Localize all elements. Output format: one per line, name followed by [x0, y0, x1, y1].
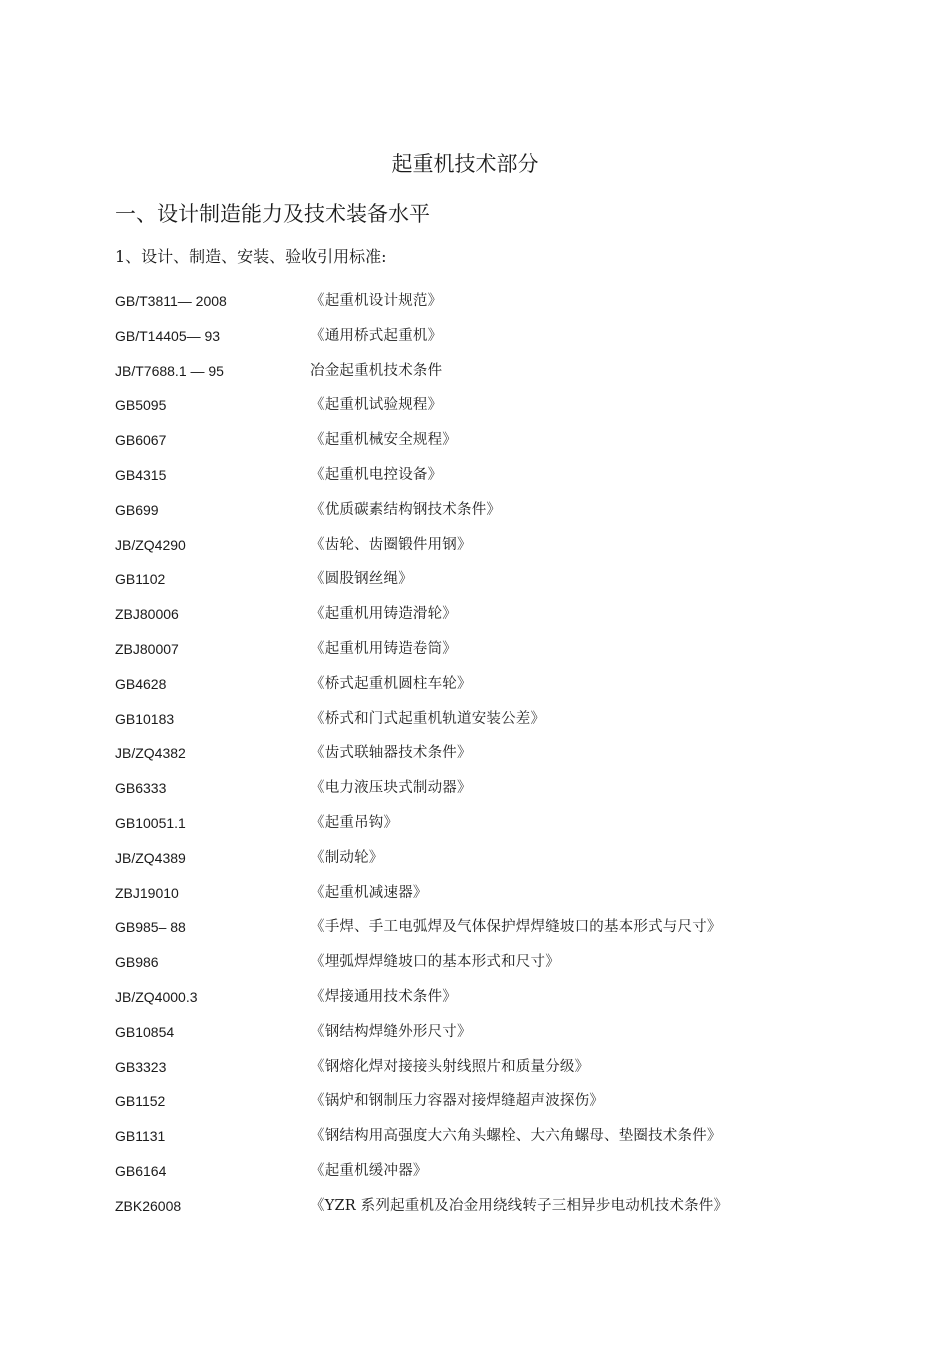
- standard-code: GB985– 88: [115, 919, 186, 936]
- standard-code: GB6067: [115, 432, 167, 449]
- standard-name: 《埋弧焊焊缝坡口的基本形式和尺寸》: [310, 954, 560, 971]
- standard-name: 《齿式联轴器技术条件》: [310, 745, 472, 762]
- standard-row: [115, 603, 875, 638]
- standard-code: GB3323: [115, 1058, 167, 1075]
- standard-code: GB699: [115, 501, 159, 518]
- standard-row: [115, 986, 875, 1021]
- standard-row: [115, 951, 875, 986]
- standard-name: 《起重机电控设备》: [310, 466, 443, 483]
- standard-row: [115, 464, 875, 499]
- standard-code: GB10051.1: [115, 814, 186, 831]
- standard-name: 《起重机缓冲器》: [310, 1162, 428, 1179]
- standard-row: [115, 742, 875, 777]
- standard-name: 《桥式和门式起重机轨道安装公差》: [310, 710, 546, 727]
- standard-code: JB/ZQ4389: [115, 849, 186, 866]
- standard-row: [115, 638, 875, 673]
- standard-name: 《桥式起重机圆柱车轮》: [310, 675, 472, 692]
- standard-row: [115, 777, 875, 812]
- standard-code: GB4628: [115, 675, 167, 692]
- standard-row: [115, 1160, 875, 1195]
- standard-name: 《锅炉和钢制压力容器对接焊缝超声波探伤》: [310, 1093, 604, 1110]
- standard-code: GB986: [115, 954, 159, 971]
- document-title: 起重机技术部分: [391, 152, 539, 176]
- standard-code: GB1102: [115, 571, 166, 588]
- standard-name: 《制动轮》: [310, 849, 384, 866]
- standard-row: [115, 325, 875, 360]
- standard-name: 《钢熔化焊对接接头射线照片和质量分级》: [310, 1058, 590, 1075]
- standards-list: [115, 290, 875, 1230]
- standard-code: JB/ZQ4000.3: [115, 988, 198, 1005]
- standard-code: GB/T3811— 2008: [115, 293, 227, 309]
- standard-code: GB/T14405— 93: [115, 327, 221, 344]
- standard-name: 冶金起重机技术条件: [310, 362, 443, 379]
- standard-row: [115, 1090, 875, 1125]
- standard-row: [115, 499, 875, 534]
- standard-name: 《齿轮、齿圈锻件用钢》: [310, 536, 472, 553]
- standard-code: GB6333: [115, 780, 167, 797]
- standard-row: [115, 673, 875, 708]
- standard-name: 《通用桥式起重机》: [310, 327, 443, 344]
- standard-code: ZBJ80006: [115, 606, 179, 623]
- standard-code: GB5095: [115, 397, 167, 414]
- standard-row: [115, 1056, 875, 1091]
- standard-code: ZBJ80007: [115, 640, 179, 657]
- standard-row: [115, 1195, 875, 1230]
- standard-name: 《YZR 系列起重机及冶金用绕线转子三相异步电动机技术条件》: [310, 1197, 729, 1214]
- standard-row: [115, 360, 875, 395]
- standard-code: GB10183: [115, 710, 175, 727]
- standard-name: 《焊接通用技术条件》: [310, 988, 457, 1005]
- standard-name: 《钢结构用高强度大六角头螺栓、大六角螺母、垫圈技术条件》: [310, 1128, 722, 1145]
- standard-name: 《起重机设计规范》: [310, 293, 443, 309]
- standard-code: GB6164: [115, 1162, 167, 1179]
- standard-name: 《手焊、手工电弧焊及气体保护焊焊缝坡口的基本形式与尺寸》: [310, 919, 722, 936]
- standard-name: 《起重吊钩》: [310, 814, 399, 831]
- standard-row: [115, 812, 875, 847]
- section-heading: 一、设计制造能力及技术装备水平: [115, 202, 430, 226]
- standard-row: [115, 1021, 875, 1056]
- standard-name: 《钢结构焊缝外形尺寸》: [310, 1023, 472, 1040]
- sub-heading: 1、设计、制造、安装、验收引用标准:: [115, 247, 387, 266]
- standard-code: GB10854: [115, 1023, 175, 1040]
- standard-row: [115, 847, 875, 882]
- standard-row: [115, 568, 875, 603]
- standard-code: ZBK26008: [115, 1197, 182, 1214]
- standard-code: GB1131: [115, 1128, 166, 1145]
- standard-name: 《起重机减速器》: [310, 884, 428, 901]
- standard-row: [115, 882, 875, 917]
- standard-code: GB1152: [115, 1093, 166, 1110]
- standard-row: [115, 916, 875, 951]
- standard-code: GB4315: [115, 466, 167, 483]
- standard-name: 《优质碳素结构钢技术条件》: [310, 501, 502, 518]
- standard-code: JB/ZQ4382: [115, 745, 186, 762]
- standard-row: [115, 708, 875, 743]
- standard-row: [115, 1125, 875, 1160]
- standard-name: 《起重机用铸造卷筒》: [310, 640, 457, 657]
- standard-name: 《起重机用铸造滑轮》: [310, 606, 457, 623]
- standard-row: [115, 534, 875, 569]
- standard-name: 《起重机试验规程》: [310, 397, 443, 414]
- standard-code: JB/ZQ4290: [115, 536, 186, 553]
- standard-name: 《圆股钢丝绳》: [310, 571, 413, 588]
- standard-row: [115, 429, 875, 464]
- standard-row: [115, 394, 875, 429]
- standard-code: ZBJ19010: [115, 884, 179, 901]
- standard-row: [115, 290, 875, 325]
- standard-name: 《起重机械安全规程》: [310, 432, 457, 449]
- standard-name: 《电力液压块式制动器》: [310, 780, 472, 797]
- standard-code: JB/T7688.1 — 95: [115, 362, 224, 379]
